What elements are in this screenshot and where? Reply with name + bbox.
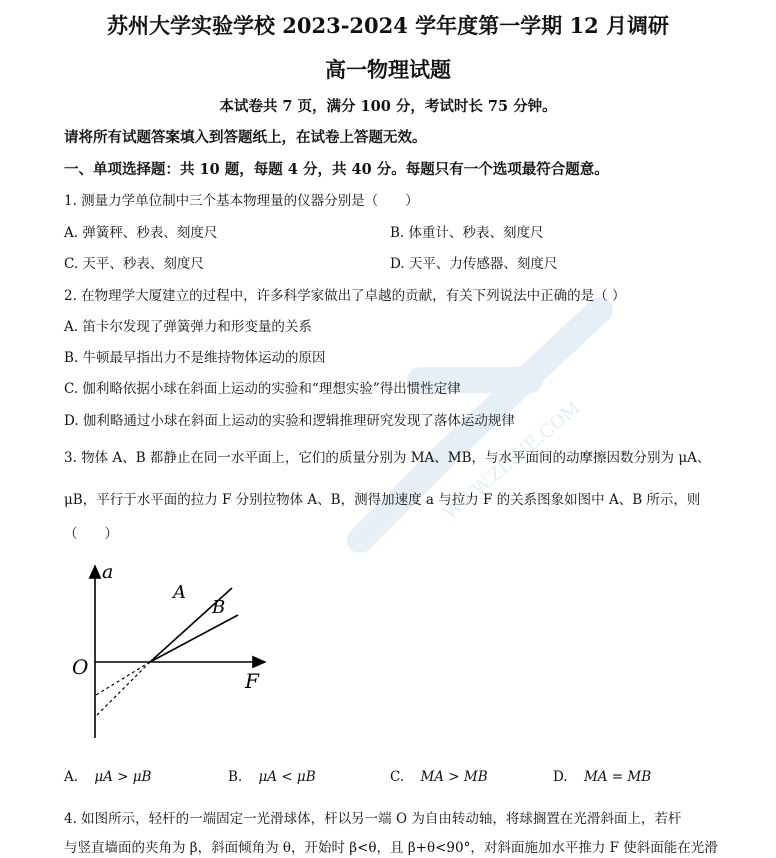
- q2-option-b: B. 牛顿最早指出力不是维持物体运动的原因: [64, 350, 326, 366]
- q3-option-b-math: μA < μB: [258, 769, 316, 785]
- y-axis-label: a: [102, 561, 114, 583]
- q3-option-c-math: MA > MB: [420, 769, 488, 785]
- exam-notice: 请将所有试题答案填入到答题纸上，在试卷上答题无效。: [64, 129, 427, 146]
- q2-option-d: D. 伽利略通过小球在斜面上运动的实验和逻辑推理研究发现了落体运动规律: [64, 413, 515, 429]
- q3-option-d-letter: D.: [553, 769, 568, 785]
- line-a-label: A: [173, 582, 186, 603]
- q3-option-a: [64, 769, 151, 785]
- question-2-stem: 2. 在物理学大厦建立的过程中，许多科学家做出了卓越的贡献，有关下列说法中正确的是（ ）: [64, 288, 626, 304]
- q2-option-c: C. 伽利略依据小球在斜面上运动的实验和“理想实验”得出惯性定律: [64, 381, 461, 397]
- question-4-line-1: 4. 如图所示，轻杆的一端固定一光滑球体，杆以另一端 O 为自由转动轴，将球搁置在光滑斜面上，若杆: [64, 811, 682, 827]
- exam-subtitle: 高一物理试题: [325, 57, 451, 82]
- line-b-extension: [96, 662, 150, 695]
- q3-option-a-math: μA > μB: [94, 769, 152, 785]
- q1-option-d: D. 天平、力传感器、刻度尺: [390, 256, 558, 272]
- q3-option-a-letter: A.: [64, 769, 79, 785]
- watermark-text: WWW.ZIXUE.COM: [439, 397, 585, 524]
- q3-option-c: [390, 769, 488, 785]
- section-heading: 一、单项选择题：共 10 题，每题 4 分，共 40 分。每题只有一个选项最符合题意。: [64, 161, 609, 178]
- x-axis-label: F: [245, 669, 259, 693]
- q1-option-c: C. 天平、秒表、刻度尺: [64, 256, 204, 272]
- q1-option-a: A. 弹簧秤、秒表、刻度尺: [64, 225, 218, 241]
- question-3-line-2: μB，平行于水平面的拉力 F 分别拉物体 A、B，测得加速度 a 与拉力 F 的关系图象如图中 A、B 所示，则: [64, 492, 701, 508]
- exam-info: 本试卷共 7 页，满分 100 分，考试时长 75 分钟。: [219, 98, 557, 115]
- exam-title: 苏州大学实验学校 2023-2024 学年度第一学期 12 月调研: [106, 13, 670, 38]
- question-3-line-1: 3. 物体 A、B 都静止在同一水平面上，它们的质量分别为 MA、MB，与水平面间的动摩擦因数分别为 μA、: [64, 450, 711, 466]
- line-a-extension: [96, 662, 150, 716]
- q3-option-d-math: MA = MB: [583, 769, 652, 785]
- af-graph: [60, 558, 280, 743]
- q3-option-c-letter: C.: [390, 769, 405, 785]
- q3-option-b-letter: B.: [228, 769, 243, 785]
- q2-option-a: A. 笛卡尔发现了弹簧弹力和形变量的关系: [64, 319, 312, 335]
- q3-option-b: [228, 769, 316, 785]
- question-1-stem: 1. 测量力学单位制中三个基本物理量的仪器分别是（ ）: [64, 193, 419, 209]
- question-3-line-3: （ ）: [64, 526, 118, 542]
- q3-option-d: [553, 769, 651, 785]
- line-b-label: B: [212, 597, 226, 618]
- origin-label: O: [72, 655, 89, 679]
- q1-option-b: B. 体重计、秒表、刻度尺: [390, 225, 544, 241]
- question-4-line-2: 与竖直墙面的夹角为 β，斜面倾角为 θ，开始时 β<θ，且 β+θ<90°，对斜面施加水平推力 F 使斜面能在光滑: [64, 840, 718, 856]
